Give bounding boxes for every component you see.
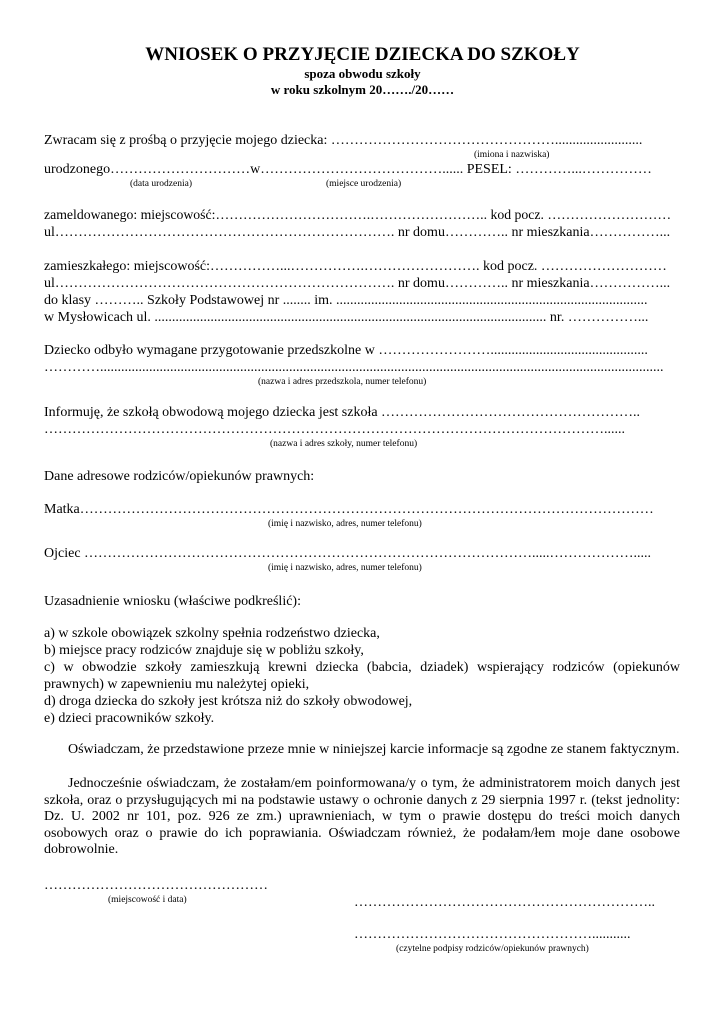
district-school-field[interactable]: Informuję, że szkołą obwodową mojego dziecka jest szkoła ……………………………………………….. [44, 405, 641, 420]
parents-heading: Dane adresowe rodziców/opiekunów prawnych: [44, 469, 315, 484]
justification-option-c-continued[interactable]: prawnych) w zapewnieniu mu należytej opieki, [44, 677, 310, 692]
place-date-field[interactable]: ………………………………………… [44, 878, 268, 893]
district-school-caption: (nazwa i adres szkoły, numer telefonu) [270, 439, 418, 449]
preschool-field-continued[interactable]: …………................................................................................................................................................................. [44, 360, 664, 375]
registered-city-field[interactable]: zameldowanego: miejscowość:…………………………….…………………….. kod pocz. ……………………… [44, 207, 672, 222]
residence-street-field[interactable]: ul………………………………………………………………. nr domu………….. nr mieszkania……………... [44, 276, 671, 291]
birth-place-caption: (miejsce urodzenia) [326, 179, 402, 189]
school-address-field[interactable]: w Mysłowicach ul. ................................................................................................................ nr. ……………... [44, 310, 649, 325]
preschool-caption: (nazwa i adres przedszkola, numer telefonu) [258, 377, 427, 387]
signature-caption: (czytelne podpisy rodziców/opiekunów prawnych) [396, 944, 589, 954]
class-school-field[interactable]: do klasy ……….. Szkoły Podstawowej nr ........ im. ......................................................................................... [44, 293, 648, 308]
justification-option-a[interactable]: a) w szkole obowiązek szkolny spełnia rodzeństwo dziecka, [44, 626, 380, 641]
declaration-data-protection: Jednocześnie oświadczam, że zostałam/em poinformowana/y o tym, że administratorem moich danych jest szkoła, oraz o przysługujących mi na podstawie ustawy o ochronie danych z 29 sierpnia 1997 r. (tekst jednolity: Dz. U. 2002 nr 101, poz. 926 ze zm.) uprawnieniach, w tym o prawie dostępu do treści moich danych osobowych oraz o prawie do ich poprawiania. Oświadczam również, że podałam/łem moje dane osobowe dobrowolnie. [44, 776, 680, 857]
form-title: WNIOSEK O PRZYJĘCIE DZIECKA DO SZKOŁY [145, 44, 580, 65]
form-subtitle: spoza obwodu szkoły [304, 66, 421, 81]
residence-city-field[interactable]: zamieszkałego: miejscowość:……………...…………….……………………. kod pocz. ……………………… [44, 259, 667, 274]
father-caption: (imię i nazwisko, adres, numer telefonu) [268, 563, 422, 573]
child-name-caption: (imiona i nazwiska) [474, 150, 550, 160]
school-year-line: w roku szkolnym 20……./20…… [270, 82, 455, 97]
justification-option-e[interactable]: e) dzieci pracowników szkoły. [44, 711, 215, 726]
mother-field[interactable]: Matka…………………………………………………………………………………………………………… [44, 502, 654, 517]
mother-caption: (imię i nazwisko, adres, numer telefonu) [268, 519, 422, 529]
justification-heading: Uzasadnienie wniosku (właściwe podkreślić): [44, 594, 301, 609]
district-school-field-continued[interactable]: …………………………………………………………………………………………………………...... [44, 422, 625, 437]
child-name-field[interactable]: Zwracam się z prośbą o przyjęcie mojego dziecka: …………………………………………......................... [44, 133, 643, 148]
justification-option-d[interactable]: d) droga dziecka do szkoły jest krótsza niż do szkoły obwodowej, [44, 694, 413, 709]
justification-option-b[interactable]: b) miejsce pracy rodziców znajduje się w pobliżu szkoły, [44, 643, 364, 658]
father-field[interactable]: Ojciec …………………………………………………………………………………….....………………..... [44, 546, 652, 561]
signature-field-2[interactable]: ……………………………………………........... [354, 927, 631, 942]
birth-date-caption: (data urodzenia) [130, 179, 192, 189]
registered-street-field[interactable]: ul………………………………………………………………. nr domu………….. nr mieszkania……………... [44, 225, 671, 240]
justification-option-c[interactable]: c) w obwodzie szkoły zamieszkują krewni dziecka (babcia, dziadek) wspierający rodziców (opiekunów [44, 660, 680, 675]
preschool-field[interactable]: Dziecko odbyło wymagane przygotowanie przedszkolne w ……………………............................................. [44, 343, 648, 358]
signature-field-1[interactable]: ……………………………………………………….. [354, 895, 655, 910]
place-date-caption: (miejscowość i data) [108, 895, 187, 905]
birth-data-field[interactable]: urodzonego…………………………w…………………………………...... PESEL: …………...…………… [44, 162, 652, 177]
declaration-truthfulness: Oświadczam, że przedstawione przeze mnie w niniejszej karcie informacje są zgodne ze stanem faktycznym. [68, 742, 680, 757]
